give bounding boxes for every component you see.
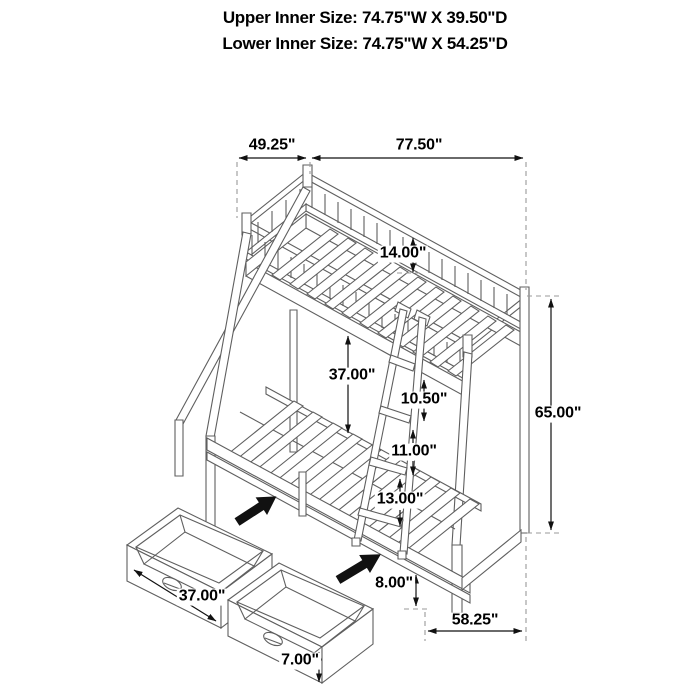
dim-under-bed-clearance: 8.00" <box>375 574 413 592</box>
dim-top-depth: 49.25" <box>248 136 296 154</box>
dim-guardrail-height: 14.00" <box>379 244 427 262</box>
dim-drawer-height: 7.00" <box>281 651 319 669</box>
dim-base-depth: 58.25" <box>451 611 499 629</box>
dim-ladder-gap-middle: 11.00" <box>391 442 437 460</box>
upper-inner-size-title: Upper Inner Size: 74.75"W X 39.50"D <box>222 8 508 27</box>
lower-inner-size-title: Lower Inner Size: 74.75"W X 54.25"D <box>222 34 508 53</box>
dim-top-length: 77.50" <box>395 136 443 154</box>
dim-bunk-clearance: 37.00" <box>328 366 376 384</box>
right-back-post <box>520 287 529 533</box>
dim-drawer-width: 37.00" <box>178 587 226 605</box>
dim-ladder-gap-bottom: 13.00" <box>376 490 424 508</box>
dim-ladder-gap-top: 10.50" <box>400 390 448 408</box>
upper-bunk <box>242 165 528 398</box>
dim-overall-height: 65.00" <box>534 404 582 422</box>
